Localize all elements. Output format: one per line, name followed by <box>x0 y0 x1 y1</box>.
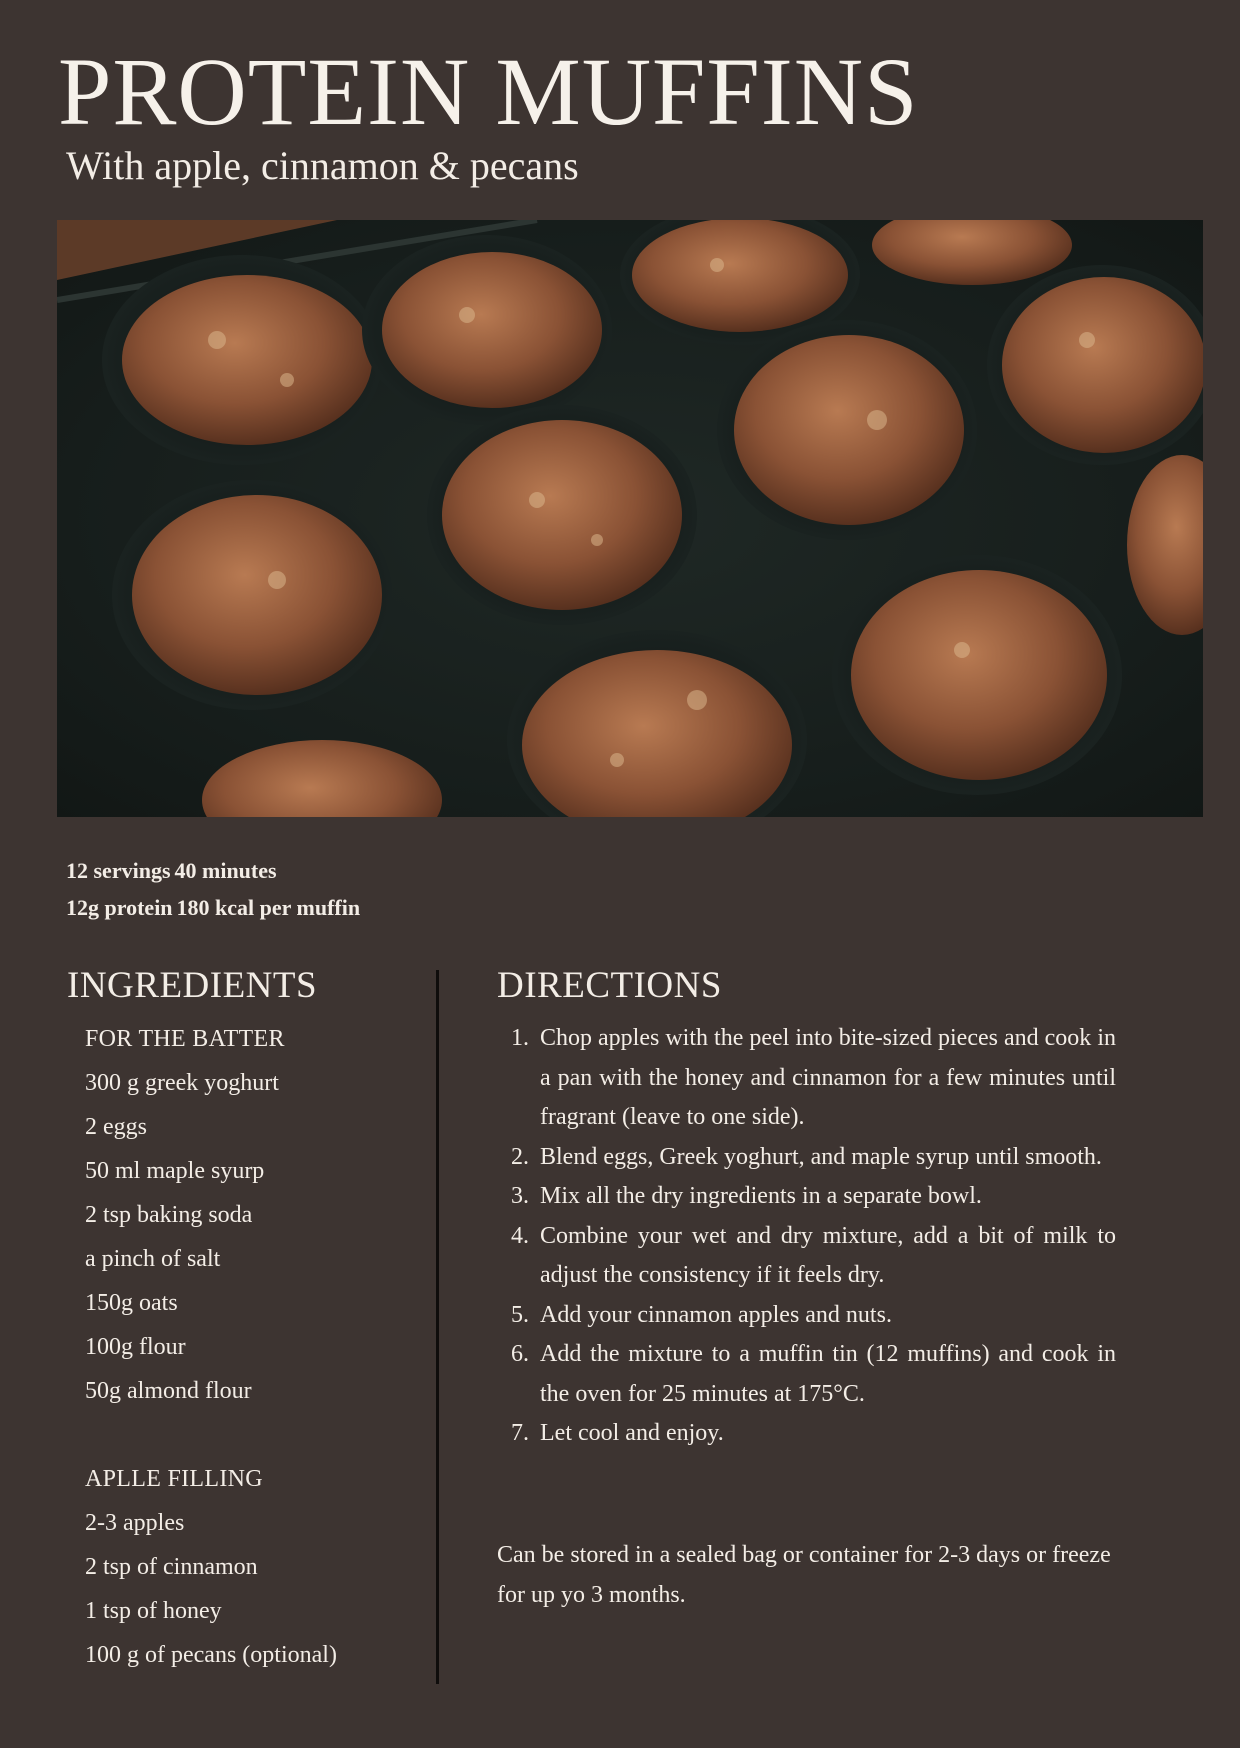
protein: 12g protein <box>66 895 173 920</box>
direction-step: 4. Combine your wet and dry mixture, add a bit of milk to adjust the consistency if it feels dry. <box>511 1222 1116 1288</box>
ingredient-item: 2 eggs <box>85 1114 147 1140</box>
servings: 12 servings <box>66 858 171 883</box>
ingredient-item: 2 tsp baking soda <box>85 1202 253 1228</box>
recipe-subtitle: With apple, cinnamon & pecans <box>66 143 579 188</box>
ingredient-item: 150g oats <box>85 1290 178 1316</box>
directions-heading: DIRECTIONS <box>497 965 722 1006</box>
direction-step: 6. Add the mixture to a muffin tin (12 muffins) and cook in the oven for 25 minutes at 175°C. <box>511 1341 1116 1407</box>
ingredients-list <box>85 1017 337 1677</box>
calories: 180 kcal per muffin <box>176 895 361 920</box>
direction-step: 1. Chop apples with the peel into bite-sized pieces and cook in a pan with the honey and cinnamon for a few minutes until fragrant (leave to one side). <box>511 1025 1116 1130</box>
ingredient-item: a pinch of salt <box>85 1246 221 1272</box>
ingredient-item: 300 g greek yoghurt <box>85 1070 279 1096</box>
ingredient-item: 1 tsp of honey <box>85 1598 222 1624</box>
ingredient-item: 50g almond flour <box>85 1378 252 1404</box>
batter-heading: FOR THE BATTER <box>85 1026 285 1052</box>
ingredient-item: 100g flour <box>85 1334 186 1360</box>
cook-time: 40 minutes <box>174 858 277 883</box>
directions-list <box>511 1019 1116 1454</box>
direction-step: 3. Mix all the dry ingredients in a separate bowl. <box>511 1183 982 1209</box>
ingredient-item: 50 ml maple syurp <box>85 1158 265 1184</box>
direction-step: 2. Blend eggs, Greek yoghurt, and maple syrup until smooth. <box>511 1143 1102 1170</box>
muffins-photo <box>57 220 1203 817</box>
nutrition-info <box>66 895 360 921</box>
ingredients-heading: INGREDIENTS <box>67 965 318 1006</box>
storage-note: Can be stored in a sealed bag or container for 2-3 days or freeze for up yo 3 months. <box>497 1542 1111 1608</box>
ingredient-item: 2-3 apples <box>85 1510 185 1536</box>
recipe-title: PROTEIN MUFFINS <box>58 38 919 145</box>
direction-step: 5. Add your cinnamon apples and nuts. <box>511 1301 892 1328</box>
filling-heading: APLLE FILLING <box>85 1466 263 1492</box>
servings-time-info <box>66 858 277 884</box>
direction-step: 7. Let cool and enjoy. <box>511 1420 724 1446</box>
ingredient-item: 2 tsp of cinnamon <box>85 1554 258 1580</box>
ingredient-item: 100 g of pecans (optional) <box>85 1642 337 1668</box>
column-divider <box>436 970 439 1684</box>
